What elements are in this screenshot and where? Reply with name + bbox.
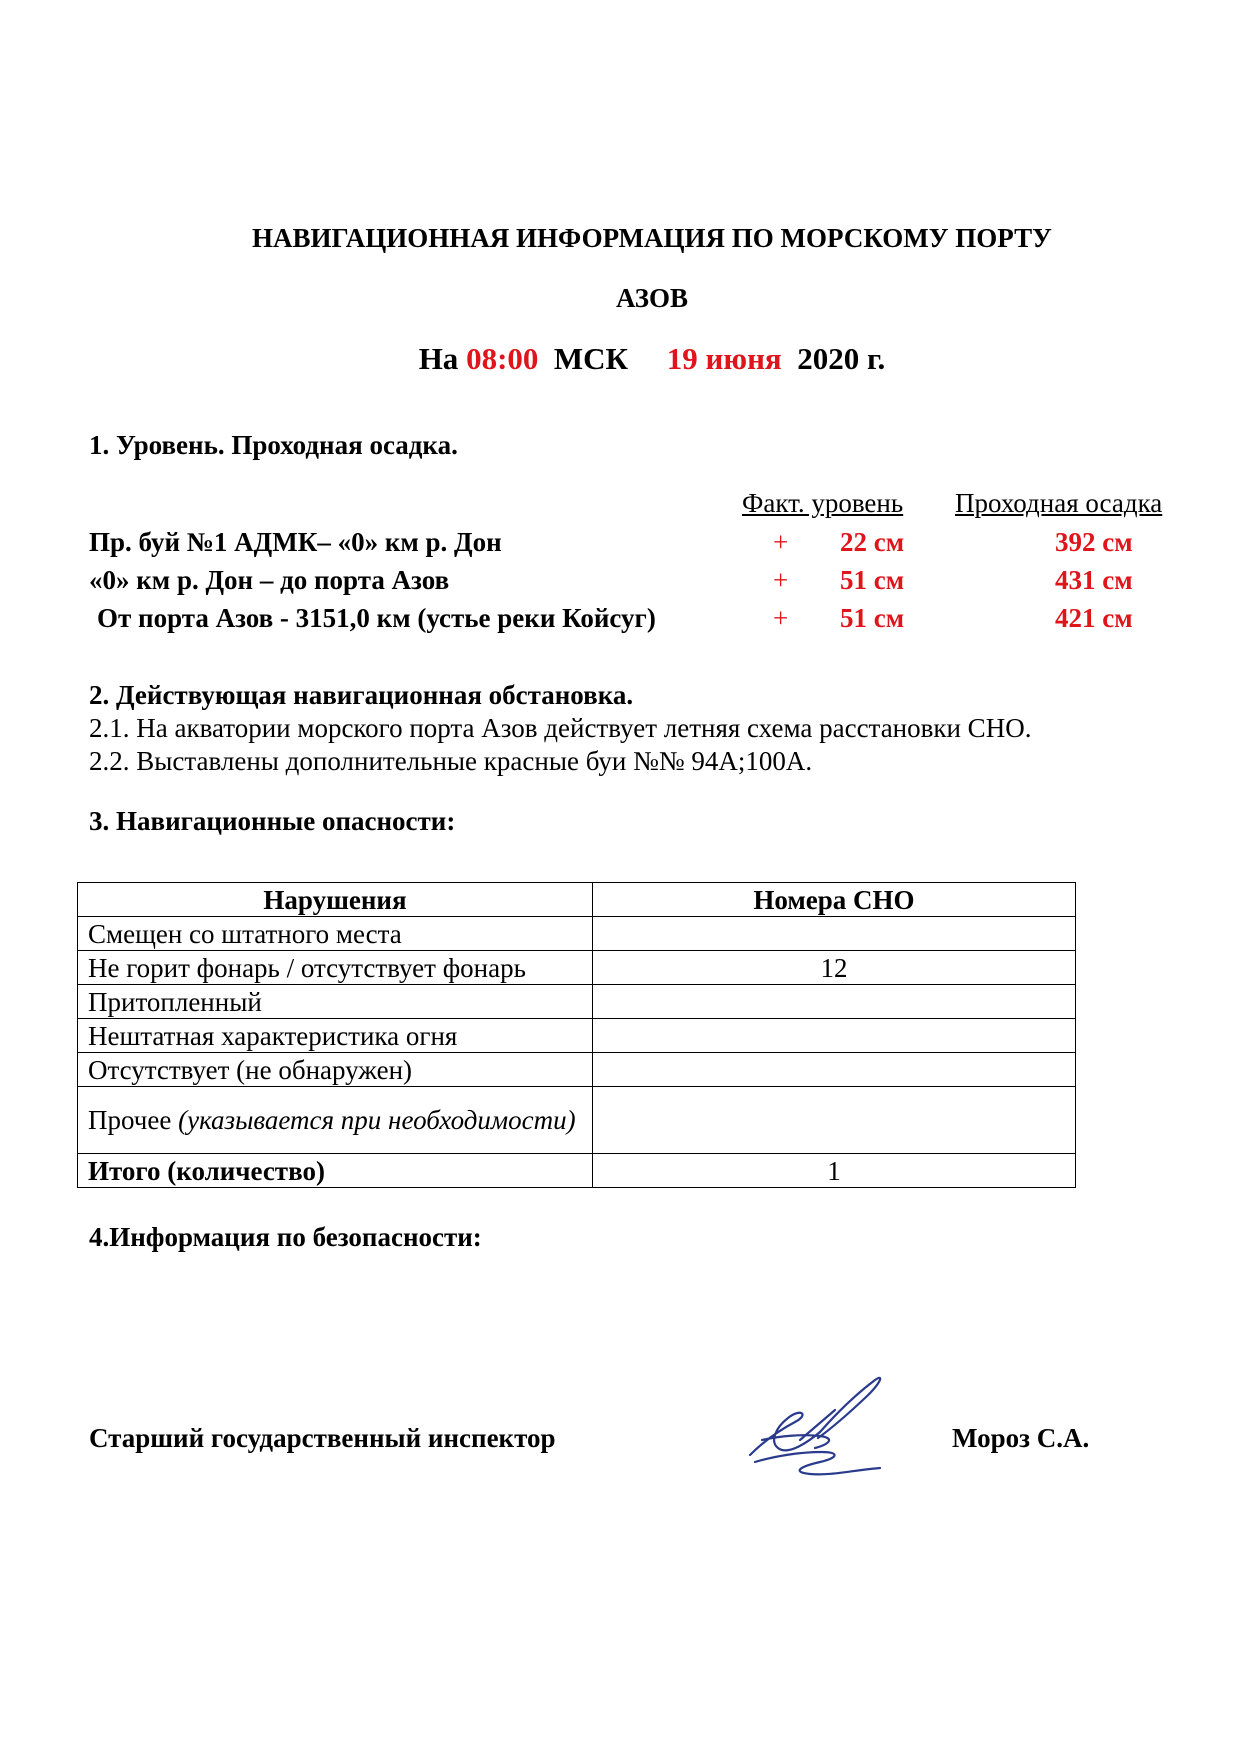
report-date: 19 июня: [666, 341, 782, 376]
level-row-draft: 421 см: [1055, 603, 1133, 633]
col-fact-level: Факт. уровень: [742, 488, 904, 518]
section1-heading: 1. Уровень. Проходная осадка.: [89, 430, 458, 460]
buoy-numbers: 12: [593, 951, 1076, 985]
col-draft: Проходная осадка: [955, 488, 1163, 518]
level-row-label: Пр. буй №1 АДМК– «0» км р. Дон: [89, 527, 502, 557]
level-row-level: 22 см: [840, 527, 905, 557]
level-row-level: 51 см: [840, 603, 905, 633]
report-datetime: [0, 341, 1240, 377]
table-row: [78, 1019, 1076, 1053]
report-time: 08:00: [466, 341, 539, 376]
level-row-label: От порта Азов - 3151,0 км (устье реки Койсуг): [97, 603, 656, 633]
document-title: НАВИГАЦИОННАЯ ИНФОРМАЦИЯ ПО МОРСКОМУ ПОРТУ: [252, 223, 1052, 253]
level-row-sign: +: [773, 565, 789, 595]
nav-situation-item: 2.1. На акватории морского порта Азов действует летняя схема расстановки СНО.: [89, 713, 1032, 743]
violation-label: Не горит фонарь / отсутствует фонарь: [78, 951, 593, 985]
section4-heading: 4.Информация по безопасности:: [89, 1222, 482, 1252]
violation-note: (указывается при необходимости): [178, 1105, 576, 1135]
signature-image: [740, 1370, 890, 1480]
report-year: 2020 г.: [781, 341, 886, 376]
table-row: [78, 1053, 1076, 1087]
buoy-numbers: [593, 917, 1076, 951]
table-row: [78, 917, 1076, 951]
level-row-draft: 431 см: [1055, 565, 1133, 595]
date-prefix: На: [418, 341, 467, 376]
table-header-row: [78, 883, 1076, 917]
section2-heading: 2. Действующая навигационная обстановка.: [89, 680, 634, 710]
table-row: [78, 951, 1076, 985]
total-value: 1: [593, 1154, 1076, 1188]
level-row-sign: +: [773, 603, 789, 633]
violation-label: Нештатная характеристика огня: [78, 1019, 593, 1053]
level-row-level: 51 см: [840, 565, 905, 595]
nav-situation-item: 2.2. Выставлены дополнительные красные буи №№ 94А;100А.: [89, 746, 813, 776]
table-row: [78, 985, 1076, 1019]
violation-other: [78, 1087, 593, 1154]
col-header-violations: Нарушения: [78, 883, 593, 917]
total-label: Итого (количество): [78, 1154, 593, 1188]
violation-label: Отсутствует (не обнаружен): [78, 1053, 593, 1087]
buoy-numbers: [593, 1087, 1076, 1154]
level-row-label: «0» км р. Дон – до порта Азов: [89, 565, 450, 595]
buoy-numbers: [593, 985, 1076, 1019]
port-name: АЗОВ: [615, 283, 689, 313]
section3-heading: 3. Навигационные опасности:: [89, 806, 456, 836]
level-row-draft: 392 см: [1055, 527, 1133, 557]
table-row: [78, 1087, 1076, 1154]
hazards-table: [77, 882, 1076, 1188]
table-total-row: [78, 1154, 1076, 1188]
inspector-position: Старший государственный инспектор: [89, 1423, 556, 1453]
violation-label: Смещен со штатного места: [78, 917, 593, 951]
buoy-numbers: [593, 1019, 1076, 1053]
violation-label: Притопленный: [78, 985, 593, 1019]
violation-label: Прочее: [88, 1105, 179, 1135]
inspector-name: Мороз С.А.: [952, 1423, 1090, 1453]
col-header-buoy-numbers: Номера СНО: [593, 883, 1076, 917]
buoy-numbers: [593, 1053, 1076, 1087]
timezone: МСК: [538, 341, 667, 376]
level-row-sign: +: [773, 527, 789, 557]
